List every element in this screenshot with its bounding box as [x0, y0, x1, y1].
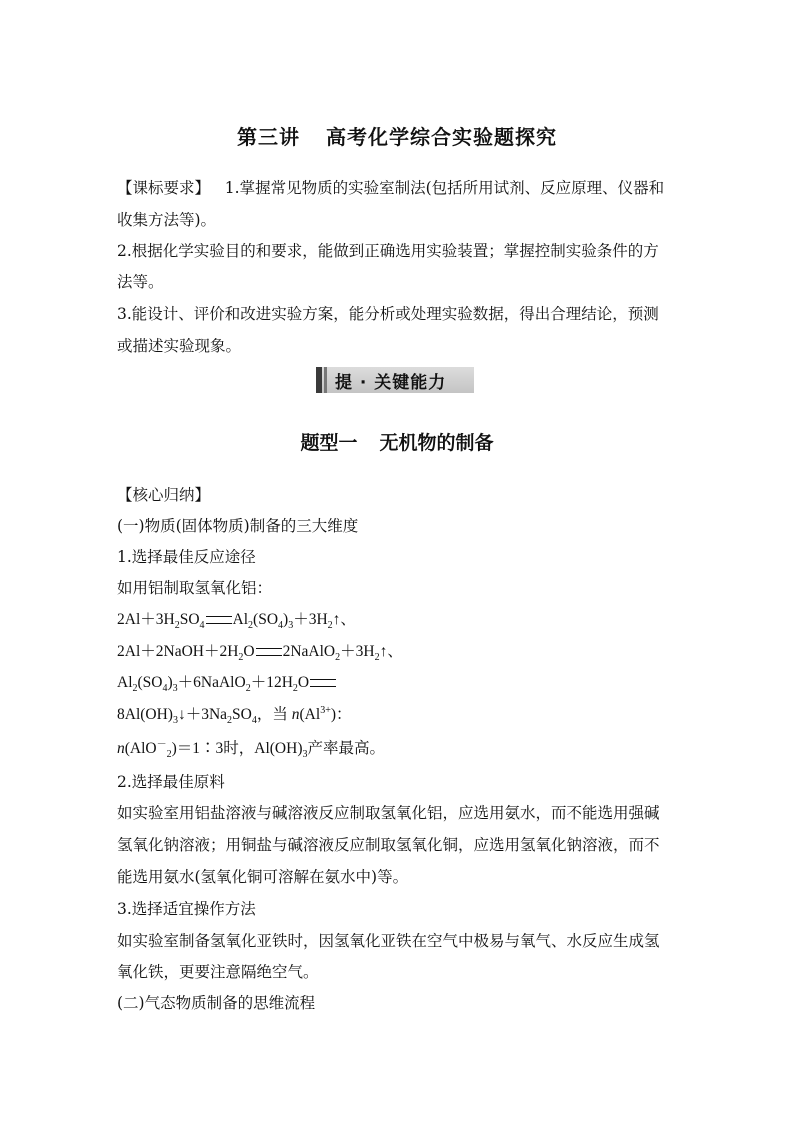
equation-1 — [117, 610, 356, 630]
eq-sub: 3 — [288, 620, 294, 632]
eq-text: ↑、 — [332, 611, 356, 628]
requirement-line-2b: 法等。 — [117, 273, 164, 291]
equals-sign — [206, 616, 232, 624]
eq-text: ＋3H — [293, 611, 328, 628]
eq-sub: 2 — [248, 620, 254, 632]
point-1-heading: 1.选择最佳反应途径 — [117, 548, 256, 566]
eq-text: (SO — [253, 611, 279, 628]
eq-sub: 4 — [278, 620, 284, 632]
eq-sub: 2 — [292, 683, 298, 695]
core-summary-heading: 【核心归纳】 — [117, 486, 211, 504]
eq-sub: 4 — [251, 715, 257, 727]
eq-sup: 3+ — [320, 704, 331, 716]
eq-text: (Al — [299, 706, 321, 723]
eq-sup: － — [156, 738, 167, 750]
equals-sign — [310, 679, 336, 687]
point-1-intro: 如用铝制取氢氧化铝： — [117, 579, 273, 597]
point-2-line-1: 如实验室用铝盐溶液与碱溶液反应制取氢氧化铝，应选用氨水，而不能选用强碱 — [117, 804, 660, 822]
eq-text: ，当 — [256, 706, 288, 723]
eq-sub: 3 — [302, 749, 308, 761]
eq-text: 8Al(OH) — [117, 706, 173, 723]
banner-text: 提 · 关键能力 — [335, 372, 447, 393]
requirement-line-3a: 3.能设计、评价和改进实验方案，能分析或处理实验数据，得出合理结论，预测 — [117, 305, 659, 323]
point-3-line-1: 如实验室制备氢氧化亚铁时，因氢氧化亚铁在空气中极易与氧气、水反应生成氢 — [117, 932, 660, 950]
eq-text: (SO — [137, 674, 163, 691]
requirement-text: 1.掌握常见物质的实验室制法(包括所用试剂、反应原理、仪器和 — [224, 179, 665, 197]
requirement-line-3b: 或描述实验现象。 — [117, 337, 242, 355]
eq-sub: 2 — [245, 683, 251, 695]
eq-text: )＝1∶3时，Al(OH) — [171, 740, 303, 757]
lecture-number: 第三讲 — [237, 125, 300, 149]
eq-text: SO — [179, 611, 200, 628]
section-number: 题型一 — [300, 432, 358, 454]
eq-sub: 2 — [227, 715, 233, 727]
eq-text: 2Al＋3H — [117, 611, 175, 628]
requirement-line-2a: 2.根据化学实验目的和要求，能做到正确选用实验装置；掌握控制实验条件的方 — [117, 242, 659, 260]
eq-italic: n — [117, 740, 125, 757]
eq-text: ↑、 — [379, 643, 403, 660]
requirement-label: 【课标要求】 — [117, 179, 211, 197]
equation-3 — [117, 673, 337, 693]
eq-sub: 2 — [238, 652, 244, 664]
eq-sub: 2 — [374, 652, 380, 664]
eq-italic: n — [291, 706, 300, 723]
eq-sub: 2 — [327, 620, 333, 632]
point-2-line-2: 氢氧化钠溶液；用铜盐与碱溶液反应制取氢氧化铜，应选用氢氧化钠溶液，而不 — [117, 836, 660, 854]
eq-text: ) — [167, 674, 173, 691]
eq-text: 2Al＋2NaOH＋2H — [117, 643, 239, 660]
equation-2 — [117, 642, 403, 662]
equals-sign — [256, 648, 282, 656]
page-title — [0, 121, 794, 150]
eq-text: 产率最高。 — [307, 740, 385, 757]
requirement-line-1 — [117, 178, 682, 198]
subheading-2: (二)气态物质制备的思维流程 — [117, 994, 316, 1012]
subheading-1: (一)物质(固体物质)制备的三大维度 — [117, 517, 359, 535]
eq-sub: 2 — [166, 749, 172, 761]
eq-sub: 4 — [199, 620, 205, 632]
eq-text: ↓＋3Na — [177, 706, 228, 723]
section-name: 无机物的制备 — [379, 432, 494, 454]
requirement-line-1b: 收集方法等)。 — [117, 211, 217, 229]
eq-sub: 3 — [172, 715, 178, 727]
eq-text: O — [297, 674, 310, 691]
eq-sub: 2 — [174, 620, 180, 632]
eq-text: (AlO — [124, 740, 157, 757]
eq-sub: 2 — [335, 652, 341, 664]
eq-sub: 4 — [162, 683, 168, 695]
equation-4 — [117, 705, 352, 725]
key-ability-banner — [316, 367, 474, 393]
point-2-heading: 2.选择最佳原料 — [117, 773, 225, 791]
banner-bar — [316, 367, 322, 393]
equation-5 — [117, 739, 385, 759]
eq-text: O — [243, 643, 255, 660]
point-2-line-3: 能选用氨水(氢氧化铜可溶解在氨水中)等。 — [117, 868, 409, 886]
eq-text: 2NaAlO — [282, 643, 336, 660]
eq-text: SO — [232, 706, 252, 723]
eq-text: Al — [117, 674, 133, 691]
eq-text: ) — [283, 611, 289, 628]
point-3-line-2: 氧化铁，更要注意隔绝空气。 — [117, 963, 319, 981]
eq-text: ＋3H — [340, 643, 375, 660]
section-title — [0, 428, 794, 455]
eq-text: )： — [330, 706, 352, 723]
lecture-title: 高考化学综合实验题探究 — [326, 125, 557, 149]
eq-sub: 2 — [132, 683, 138, 695]
eq-text: ＋6NaAlO — [177, 674, 246, 691]
point-3-heading: 3.选择适宜操作方法 — [117, 900, 256, 918]
eq-text: ＋12H — [250, 674, 293, 691]
banner-bar-thin — [324, 367, 327, 393]
eq-text: Al — [232, 611, 249, 628]
eq-sub: 3 — [172, 683, 178, 695]
